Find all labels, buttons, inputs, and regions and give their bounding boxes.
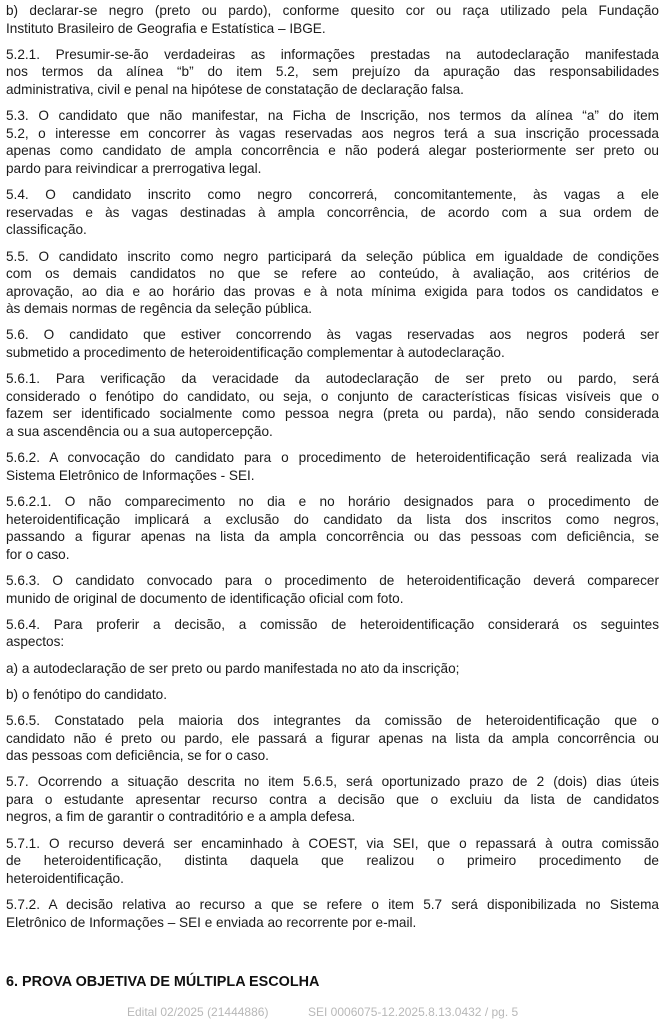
paragraph bbox=[6, 773, 659, 826]
paragraph bbox=[6, 107, 659, 177]
paragraph-line: 5.2, o interesse em concorrer às vagas reservadas aos negros terá a sua inscrição processada bbox=[6, 125, 659, 141]
paragraph bbox=[6, 616, 659, 651]
document-body bbox=[6, 2, 659, 940]
paragraph-line: aspectos: bbox=[6, 634, 65, 650]
paragraph-line: 5.7.2. A decisão relativa ao recurso a que se refere o item 5.7 será disponibilizada no Sistema bbox=[6, 897, 659, 913]
paragraph-line: for o caso. bbox=[6, 546, 70, 562]
paragraph-line: fazem ser identificado socialmente como pessoa negra (preta ou parda), não sendo considerada bbox=[6, 406, 659, 422]
paragraph-line: candidato não é preto ou pardo, ele passará a figurar apenas na lista da ampla concorrência ou bbox=[6, 730, 659, 746]
paragraph-line: b) declarar-se negro (preto ou pardo), conforme quesito cor ou raça utilizado pela Fundação bbox=[6, 3, 659, 18]
paragraph-line: 5.6.2.1. O não comparecimento no dia e no horário designados para o procedimento de bbox=[6, 494, 659, 509]
paragraph-line: a sua ascendência ou a sua autopercepção. bbox=[6, 424, 273, 440]
paragraph bbox=[6, 572, 659, 607]
paragraph-line: apenas como candidato de ampla concorrência e não poderá alegar posteriormente ser preto ou bbox=[6, 143, 659, 159]
paragraph-line: 5.5. O candidato inscrito como negro participará da seleção pública em igualdade de condições bbox=[6, 248, 659, 264]
paragraph-line: 5.6.2. A convocação do candidato para o procedimento de heteroidentificação será realizada via bbox=[6, 450, 659, 466]
paragraph-line: Eletrônico de Informações – SEI e enviada ao recorrente por e-mail. bbox=[6, 914, 417, 930]
paragraph-line: 5.6.1. Para verificação da veracidade da autodeclaração de ser preto ou pardo, será bbox=[6, 371, 659, 387]
paragraph-line: 5.6.5. Constatado pela maioria dos integrantes da comissão de heteroidentificação que o bbox=[6, 712, 659, 728]
paragraph bbox=[6, 660, 659, 678]
paragraph-line: heteroidentificação. bbox=[6, 870, 124, 886]
paragraph-line: 5.3. O candidato que não manifestar, na Ficha de Inscrição, nos termos da alínea “a” do item bbox=[6, 108, 659, 124]
paragraph-line: nos termos da alínea “b” do item 5.2, sem prejuízo da apuração das responsabilidades bbox=[6, 64, 659, 80]
paragraph-line: para o estudante apresentar recurso contra a decisão que o excluiu da lista de candidatos bbox=[6, 791, 659, 807]
paragraph-line: pardo para reivindicar a prerrogativa legal. bbox=[6, 160, 262, 176]
paragraph bbox=[6, 835, 659, 888]
paragraph bbox=[6, 686, 659, 704]
paragraph-line: 5.6. O candidato que estiver concorrendo às vagas reservadas aos negros poderá ser bbox=[6, 327, 659, 343]
paragraph bbox=[6, 2, 659, 37]
paragraph-line: administrativa, civil e penal na hipótese de constatação de declaração falsa. bbox=[6, 81, 464, 97]
paragraph-line: das pessoas com deficiência, se for o caso. bbox=[6, 748, 269, 764]
paragraph bbox=[6, 46, 659, 99]
paragraph-line: 5.4. O candidato inscrito como negro concorrerá, concomitantemente, às vagas a ele bbox=[6, 187, 659, 203]
paragraph bbox=[6, 712, 659, 765]
paragraph-line: classificação. bbox=[6, 222, 87, 238]
paragraph bbox=[6, 449, 659, 484]
paragraph bbox=[6, 896, 659, 931]
section-heading: 6. PROVA OBJETIVA DE MÚLTIPLA ESCOLHA bbox=[6, 974, 320, 990]
paragraph-line: submetido a procedimento de heteroidentificação complementar à autodeclaração. bbox=[6, 345, 505, 361]
footer-document-id: Edital 02/2025 (21444886) bbox=[127, 1005, 269, 1019]
paragraph-line: Sistema Eletrônico de Informações - SEI. bbox=[6, 467, 255, 483]
paragraph-line: aprovação, ao dia e ao horário das provas e à nota mínima exigida para todos os candidatos e bbox=[6, 283, 659, 299]
paragraph-line: b) o fenótipo do candidato. bbox=[6, 686, 167, 702]
paragraph-line: considerado o fenótipo do candidato, ou seja, o conjunto de características físicas visíveis que o bbox=[6, 388, 659, 404]
paragraph-line: heteroidentificação implicará a exclusão do candidato da lista dos inscritos como negros, bbox=[6, 511, 659, 527]
paragraph-line: 5.7.1. O recurso deverá ser encaminhado à COEST, via SEI, que o repassará à outra comissão bbox=[6, 835, 659, 851]
paragraph-line: com os demais candidatos no que se refere ao conteúdo, à avaliação, aos critérios de bbox=[6, 266, 659, 282]
paragraph-line: negros, a fim de garantir o contraditório e a ampla defesa. bbox=[6, 809, 356, 825]
paragraph-line: 5.7. Ocorrendo a situação descrita no item 5.6.5, será oportunizado prazo de 2 (dois) dias úteis bbox=[6, 774, 659, 790]
paragraph-line: reservadas e às vagas destinadas à ampla concorrência, de acordo com a sua ordem de bbox=[6, 204, 659, 220]
paragraph-line: de heteroidentificação, distinta daquela que realizou o primeiro procedimento de bbox=[6, 853, 659, 869]
paragraph-line: a) a autodeclaração de ser preto ou pardo manifestada no ato da inscrição; bbox=[6, 660, 460, 676]
paragraph bbox=[6, 370, 659, 440]
paragraph bbox=[6, 493, 659, 563]
paragraph bbox=[6, 186, 659, 239]
paragraph-line: 5.2.1. Presumir-se-ão verdadeiras as informações prestadas na autodeclaração manifestada bbox=[6, 46, 659, 62]
paragraph bbox=[6, 248, 659, 318]
paragraph-line: passando a figurar apenas na lista da ampla concorrência ou das pessoas com deficiência, se bbox=[6, 529, 659, 545]
paragraph bbox=[6, 326, 659, 361]
paragraph-line: 5.6.3. O candidato convocado para o procedimento de heteroidentificação deverá comparecer bbox=[6, 572, 659, 588]
footer-sei-reference: SEI 0006075-12.2025.8.13.0432 / pg. 5 bbox=[308, 1005, 519, 1019]
paragraph-line: Instituto Brasileiro de Geografia e Estatística – IBGE. bbox=[6, 20, 326, 36]
paragraph-line: 5.6.4. Para proferir a decisão, a comissão de heteroidentificação considerará os seguintes bbox=[6, 616, 659, 632]
paragraph-line: às demais normas de regência da seleção pública. bbox=[6, 301, 313, 317]
paragraph-line: munido de original de documento de identificação oficial com foto. bbox=[6, 590, 404, 606]
